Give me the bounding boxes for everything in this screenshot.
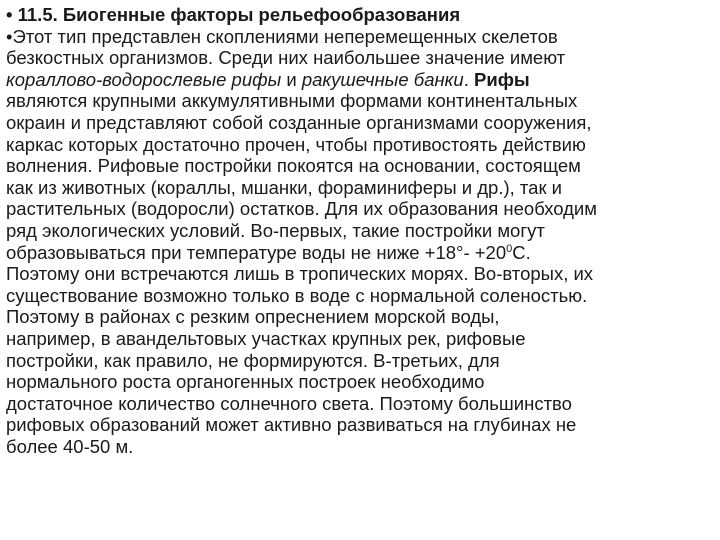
body-text: окраин и представляют собой созданные организмами сооружения,	[6, 111, 592, 133]
paragraph-line	[6, 350, 714, 372]
body-text: образовываться при температуре воды не ниже +18°- +20	[6, 241, 507, 263]
paragraph-line	[6, 306, 714, 328]
paragraph-line	[6, 69, 714, 91]
term-shell-banks: ракушечные банки	[301, 68, 464, 90]
paragraph-line	[6, 371, 714, 393]
paragraph-line	[6, 414, 714, 436]
body-text: .	[463, 68, 474, 90]
bullet-icon: •	[6, 25, 13, 47]
body-text: Поэтому они встречаются лишь в тропических морях. Во-вторых, их	[6, 263, 594, 285]
heading-line	[6, 4, 714, 26]
paragraph-line	[6, 177, 714, 199]
paragraph-line	[6, 26, 714, 48]
paragraph-line	[6, 285, 714, 307]
paragraph-line	[6, 393, 714, 415]
body-text: рифовых образований может активно развиваться на глубинах не	[6, 414, 577, 436]
body-text: Этот тип представлен скоплениями неперемещенных скелетов	[12, 25, 558, 47]
slide-heading: 11.5. Биогенные факторы рельефообразования	[17, 4, 461, 25]
body-text: нормального роста органогенных построек необходимо	[6, 371, 485, 393]
body-text: достаточное количество солнечного света. Поэтому большинство	[6, 392, 572, 414]
body-text: как из животных (кораллы, мшанки, фораминиферы и др.), так и	[6, 176, 563, 198]
body-text: Поэтому в районах с резким опреснением морской воды,	[6, 306, 500, 328]
paragraph-line	[6, 47, 714, 69]
body-text: и	[281, 68, 302, 90]
body-text: постройки, как правило, не формируются. В-третьих, для	[6, 349, 500, 371]
paragraph-line	[6, 155, 714, 177]
temperature-superscript: 0	[506, 242, 513, 255]
body-text: например, в авандельтовых участках крупных рек, рифовые	[6, 327, 526, 349]
paragraph-line	[6, 112, 714, 134]
bullet-icon: •	[6, 4, 13, 25]
body-text: С.	[512, 241, 531, 263]
body-text: более 40-50 м.	[6, 435, 134, 457]
paragraph-line	[6, 242, 714, 264]
body-text: существование возможно только в воде с нормальной соленостью.	[6, 284, 588, 306]
paragraph-line	[6, 90, 714, 112]
body-text: растительных (водоросли) остатков. Для их образования необходим	[6, 198, 597, 220]
term-reefs: Рифы	[473, 68, 530, 90]
slide-text	[6, 4, 714, 457]
body-text: каркас которых достаточно прочен, чтобы противостоять действию	[6, 133, 586, 155]
paragraph-line	[6, 198, 714, 220]
body-text: ряд экологических условий. Во-первых, такие постройки могут	[6, 219, 545, 241]
body-text: являются крупными аккумулятивными формами континентальных	[6, 90, 578, 112]
body-text: безкостных организмов. Среди них наибольшее значение имеют	[6, 47, 566, 69]
body-text: волнения. Рифовые постройки покоятся на основании, состоящем	[6, 155, 581, 177]
paragraph-line	[6, 220, 714, 242]
paragraph-line	[6, 436, 714, 458]
paragraph-line	[6, 134, 714, 156]
paragraph-line	[6, 263, 714, 285]
term-coral-reefs: кораллово-водорослевые рифы	[6, 68, 282, 90]
paragraph-line	[6, 328, 714, 350]
